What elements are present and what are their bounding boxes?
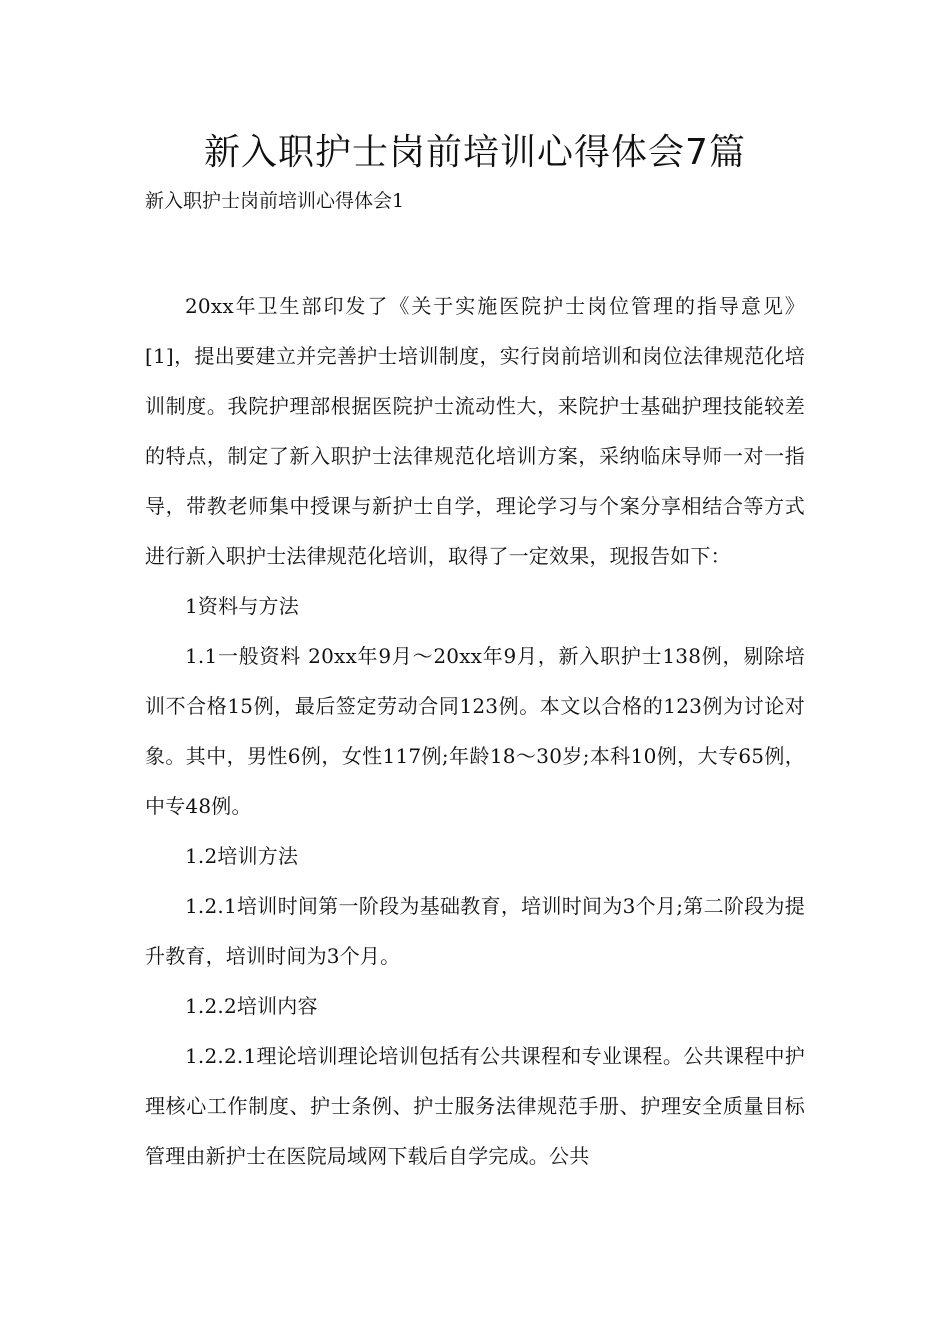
heading-training-methods: 1.2培训方法 <box>185 844 299 868</box>
paragraph-general-data: 1.1一般资料 20xx年9月～20xx年9月，新入职护士138例，剔除培训不合格15例，最后签定劳动合同123例。本文以合格的123例为讨论对象。其中，男性6例，女性117例;年龄18～30岁;本科10例，大专65例，中专48例。 <box>145 644 805 818</box>
heading-materials-methods: 1资料与方法 <box>185 594 299 618</box>
paragraph-training-time: 1.2.1培训时间第一阶段为基础教育，培训时间为3个月;第二阶段为提升教育，培训时间为3个月。 <box>145 894 805 968</box>
paragraph-intro: 20xx年卫生部印发了《关于实施医院护士岗位管理的指导意见》[1]，提出要建立并完善护士培训制度，实行岗前培训和岗位法律规范化培训制度。我院护理部根据医院护士流动性大，来院护士基础护理技能较差的特点，制定了新入职护士法律规范化培训方案，采纳临床导师一对一指导，带教老师集中授课与新护士自学，理论学习与个案分享相结合等方式进行新入职护士法律规范化培训，取得了一定效果，现报告如下： <box>145 294 805 568</box>
document-body <box>145 281 805 1181</box>
section-subtitle: 新入职护士岗前培训心得体会1 <box>145 190 405 212</box>
document-title: 新入职护士岗前培训心得体会7篇 <box>204 132 746 173</box>
heading-training-content: 1.2.2培训内容 <box>185 994 318 1018</box>
paragraph-theory-training: 1.2.2.1理论培训理论培训包括有公共课程和专业课程。公共课程中护理核心工作制度、护士条例、护士服务法律规范手册、护理安全质量目标管理由新护士在医院局域网下载后自学完成。公共 <box>145 1044 805 1168</box>
